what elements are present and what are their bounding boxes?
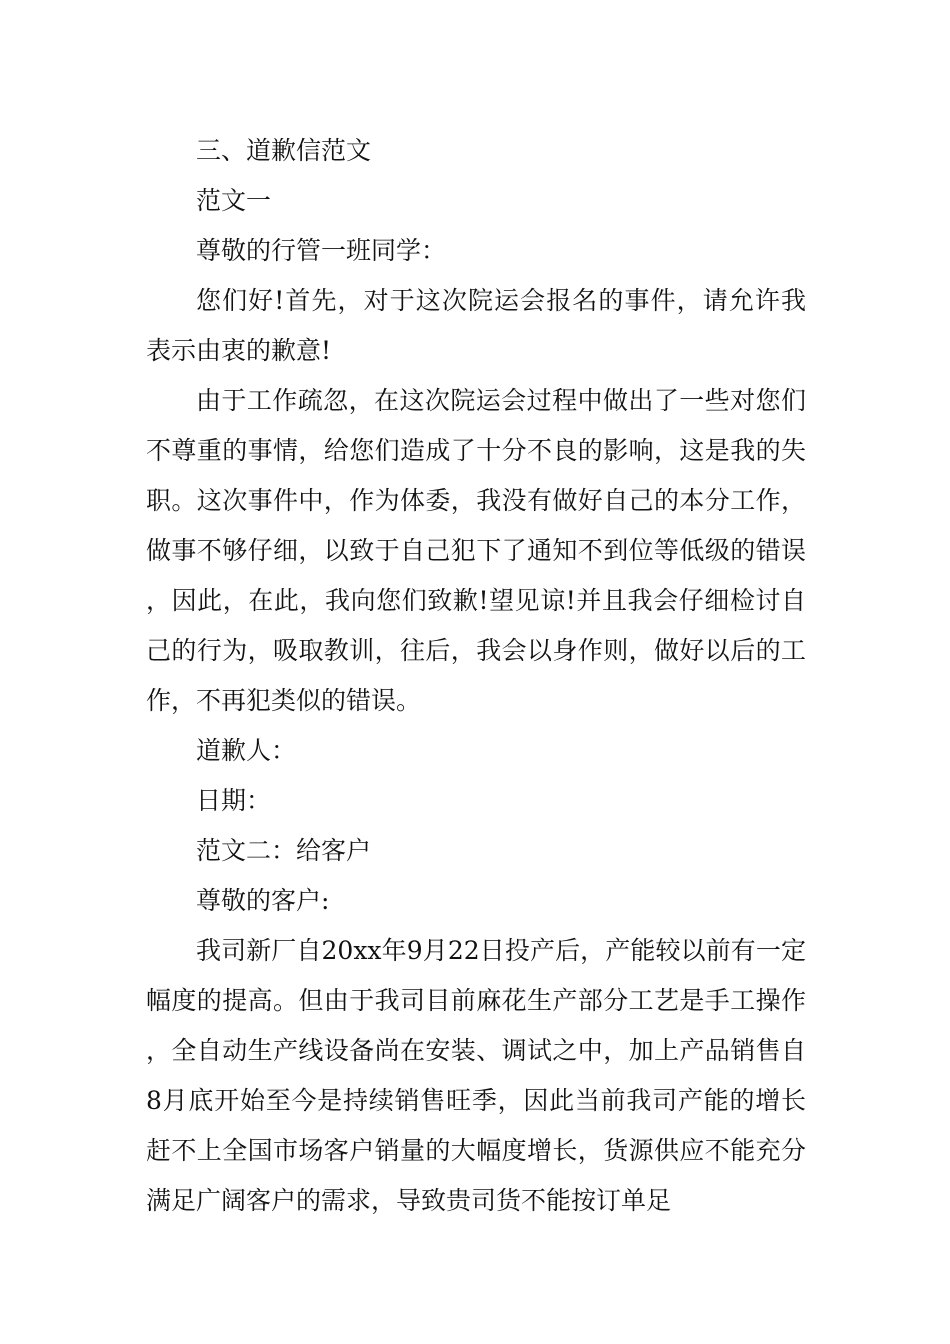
sample2-paragraph-1: 我司新厂自20xx年9月22日投产后，产能较以前有一定幅度的提高。但由于我司目前麻花生产部分工艺是手工操作，全自动生产线设备尚在安装、调试之中，加上产品销售自8月底开始至今是持续销售旺季，因此当前我司产能的增长赶不上全国市场客户销量的大幅度增长，货源供应不能充分满足广阔客户的需求，导致贵司货不能按订单足: [146, 936, 806, 1215]
sample1-title: 范文一: [196, 186, 272, 215]
sample1-salutation: 尊敬的行管一班同学：: [196, 236, 447, 265]
sample1-date: 日期：: [196, 786, 272, 815]
sample1-paragraph-1: 您们好!首先，对于这次院运会报名的事件，请允许我表示由衷的歉意!: [146, 286, 806, 365]
sample1-paragraph-2: 由于工作疏忽，在这次院运会过程中做出了一些对您们不尊重的事情，给您们造成了十分不良的影响，这是我的失职。这次事件中，作为体委，我没有做好自己的本分工作，做事不够仔细，以致于自己犯下了通知不到位等低级的错误，因此，在此，我向您们致歉!望见谅!并且我会仔细检讨自己的行为，吸取教训，往后，我会以身作则，做好以后的工作，不再犯类似的错误。: [146, 386, 806, 715]
sample1-signer: 道歉人：: [196, 736, 297, 765]
sample2-title: 范文二：给客户: [196, 836, 372, 865]
section-heading: 三、道歉信范文: [196, 136, 372, 165]
document-body: [146, 126, 806, 1226]
sample2-salutation: 尊敬的客户:: [196, 886, 330, 915]
